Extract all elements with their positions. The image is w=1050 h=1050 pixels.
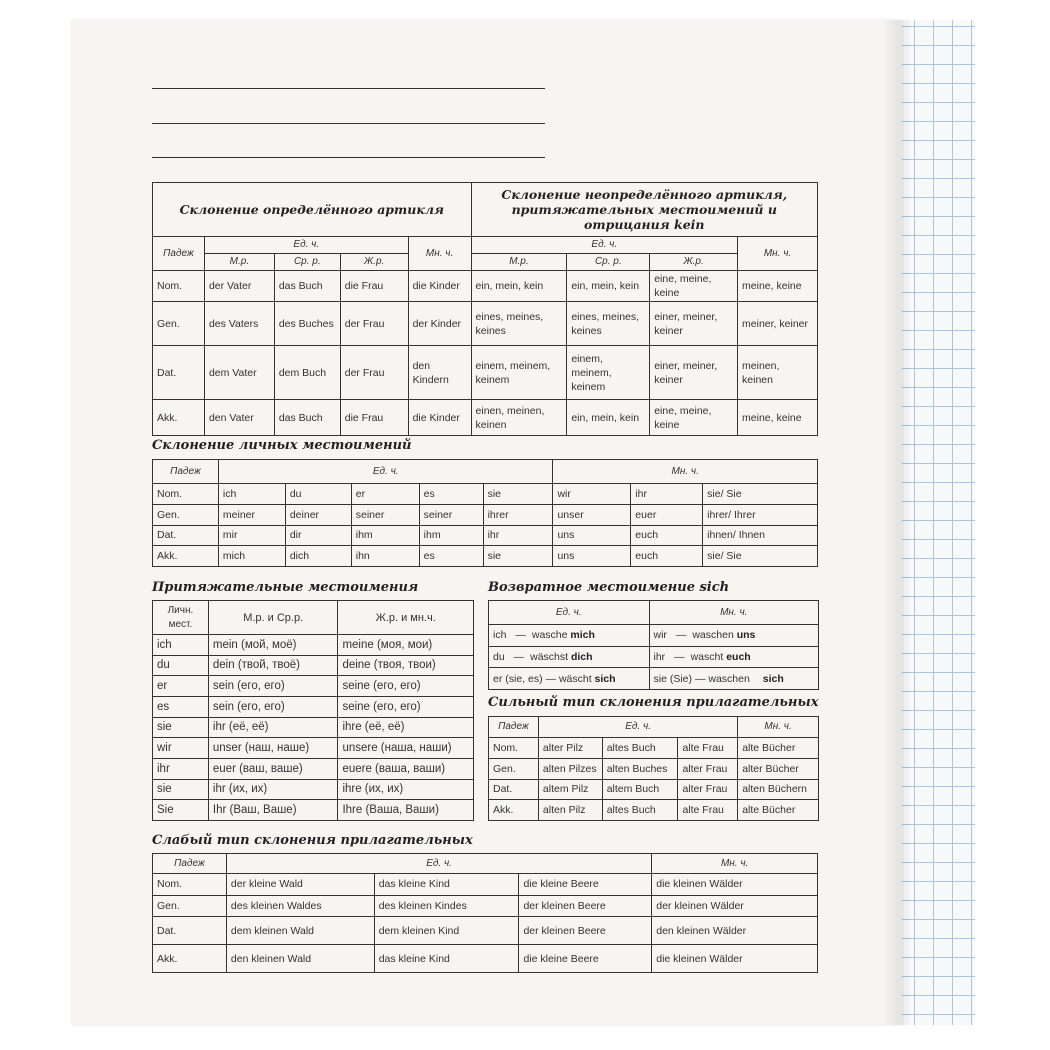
- reflexive-pronoun-table: [488, 600, 819, 690]
- table-cell: des kleinen Kindes: [374, 895, 519, 917]
- personal-pronouns-title: Склонение личных местоимений: [152, 438, 412, 453]
- writing-line-1: [152, 88, 545, 89]
- table-cell: mein (мой, моё): [208, 635, 338, 656]
- table-cell: du: [285, 484, 351, 505]
- table-cell: den kleinen Wald: [226, 945, 374, 973]
- table-cell: alte Bücher: [738, 800, 819, 821]
- case-cell: Nom.: [489, 738, 539, 759]
- table-cell: der kleinen Wälder: [652, 895, 818, 917]
- table-cell: ihr (её, её): [208, 717, 338, 738]
- table-cell: er: [351, 484, 419, 505]
- table-cell: alten Pilz: [538, 800, 602, 821]
- singular-header: Ед. ч.: [226, 854, 651, 874]
- table-cell: dem Buch: [274, 346, 340, 400]
- table-cell: einer, meiner, keiner: [650, 302, 738, 346]
- case-header: Падеж: [489, 717, 539, 738]
- table-cell: euch: [631, 546, 703, 567]
- table-cell: sie (Sie) — waschen sich: [649, 668, 819, 690]
- table-cell: alten Pilzes: [538, 758, 602, 779]
- table-row: [153, 525, 818, 546]
- table-cell: seine (его, его): [338, 696, 474, 717]
- table-cell: Ihre (Ваша, Ваши): [338, 800, 474, 821]
- table-cell: ihnen/ Ihnen: [703, 525, 818, 546]
- case-cell: Gen.: [153, 302, 205, 346]
- table-cell: alte Frau: [678, 738, 738, 759]
- case-cell: Gen.: [489, 758, 539, 779]
- table-cell: euere (ваша, ваши): [338, 758, 474, 779]
- table-cell: dem kleinen Wald: [226, 917, 374, 945]
- table-cell: sie/ Sie: [703, 484, 818, 505]
- table-cell: der Frau: [340, 346, 408, 400]
- table-cell: die Kinder: [408, 271, 471, 302]
- table-cell: du — wäschst dich: [489, 646, 650, 668]
- table-cell: ich: [218, 484, 285, 505]
- table-cell: ihm: [419, 525, 483, 546]
- neut-header: Ср. р.: [274, 254, 340, 271]
- table-cell: altem Buch: [602, 779, 678, 800]
- table-cell: dich: [285, 546, 351, 567]
- pronoun-cell: es: [153, 696, 209, 717]
- pronoun-cell: du: [153, 655, 209, 676]
- table-cell: meine (моя, мои): [338, 635, 474, 656]
- pronoun-cell: Sie: [153, 800, 209, 821]
- plural-header: Мн. ч.: [649, 601, 819, 625]
- case-cell: Nom.: [153, 484, 219, 505]
- table-cell: der kleine Wald: [226, 874, 374, 896]
- singular-header: Ед. ч.: [489, 601, 650, 625]
- indefinite-article-title: Склонение неопределённого артикля, притяжательных местоимений и отрицания kein: [471, 183, 817, 237]
- table-cell: sie/ Sie: [703, 546, 818, 567]
- table-cell: ein, mein, kein: [471, 271, 567, 302]
- table-row: [153, 484, 818, 505]
- pronoun-cell: ihr: [153, 758, 209, 779]
- table-row: [153, 271, 818, 302]
- table-cell: seine (его, его): [338, 676, 474, 697]
- case-header: Падеж: [153, 854, 227, 874]
- table-cell: alte Bücher: [738, 738, 819, 759]
- table-cell: ihm: [351, 525, 419, 546]
- table-cell: meiner, keiner: [738, 302, 818, 346]
- pronoun-cell: er: [153, 676, 209, 697]
- case-cell: Akk.: [153, 945, 227, 973]
- pronoun-cell: wir: [153, 738, 209, 759]
- table-row: [153, 346, 818, 400]
- table-cell: des Vaters: [204, 302, 274, 346]
- reflexive-pronoun-title: Возвратное местоимение sich: [488, 580, 730, 595]
- table-cell: der Vater: [204, 271, 274, 302]
- table-cell: sie: [483, 484, 553, 505]
- table-cell: den Vater: [204, 400, 274, 436]
- table-cell: einem, meinem, keinem: [567, 346, 650, 400]
- table-cell: ihr — wascht euch: [649, 646, 819, 668]
- table-row: [489, 625, 819, 647]
- table-cell: die Frau: [340, 400, 408, 436]
- table-cell: deiner: [285, 504, 351, 525]
- table-row: [153, 696, 474, 717]
- table-cell: sein (его, его): [208, 676, 338, 697]
- fem-header: Ж.р.: [340, 254, 408, 271]
- table-cell: altem Pilz: [538, 779, 602, 800]
- table-row: [489, 646, 819, 668]
- page-spine-shadow: [882, 20, 910, 1025]
- table-cell: ihrer: [483, 504, 553, 525]
- table-cell: einem, meinem, keinem: [471, 346, 567, 400]
- table-row: [489, 779, 819, 800]
- table-row: [489, 758, 819, 779]
- case-cell: Dat.: [153, 525, 219, 546]
- masc-header-indef: М.р.: [471, 254, 567, 271]
- table-cell: eines, meines, keines: [567, 302, 650, 346]
- case-cell: Nom.: [153, 271, 205, 302]
- case-cell: Dat.: [153, 917, 227, 945]
- table-cell: meinen, keinen: [738, 346, 818, 400]
- masc-header: М.р.: [204, 254, 274, 271]
- table-cell: ein, mein, kein: [567, 271, 650, 302]
- singular-header-indef: Ед. ч.: [471, 237, 738, 254]
- table-row: [153, 917, 818, 945]
- plural-header: Мн. ч.: [652, 854, 818, 874]
- table-cell: der kleinen Beere: [519, 917, 652, 945]
- table-cell: eines, meines, keines: [471, 302, 567, 346]
- table-cell: mich: [218, 546, 285, 567]
- plural-header: Мн. ч.: [738, 717, 819, 738]
- case-cell: Dat.: [489, 779, 539, 800]
- table-cell: uns: [553, 546, 631, 567]
- table-row: [153, 546, 818, 567]
- personal-pronouns-table: [152, 459, 818, 567]
- table-cell: ihr: [483, 525, 553, 546]
- table-cell: meiner: [218, 504, 285, 525]
- table-cell: die kleinen Wälder: [652, 945, 818, 973]
- table-cell: ihre (их, их): [338, 779, 474, 800]
- plural-header: Мн. ч.: [553, 460, 818, 484]
- case-cell: Akk.: [489, 800, 539, 821]
- case-cell: Akk.: [153, 546, 219, 567]
- table-cell: altes Buch: [602, 800, 678, 821]
- case-cell: Nom.: [153, 874, 227, 896]
- table-row: [153, 504, 818, 525]
- table-cell: euch: [631, 525, 703, 546]
- table-cell: ein, mein, kein: [567, 400, 650, 436]
- table-row: [153, 779, 474, 800]
- case-cell: Akk.: [153, 400, 205, 436]
- table-cell: dein (твой, твоё): [208, 655, 338, 676]
- table-cell: ihr: [631, 484, 703, 505]
- writing-line-3: [152, 157, 545, 158]
- table-cell: alter Bücher: [738, 758, 819, 779]
- table-cell: ihrer/ Ihrer: [703, 504, 818, 525]
- case-header: Падеж: [153, 460, 219, 484]
- table-row: [153, 676, 474, 697]
- case-cell: Gen.: [153, 504, 219, 525]
- table-cell: meine, keine: [738, 400, 818, 436]
- table-cell: des kleinen Waldes: [226, 895, 374, 917]
- table-cell: unsere (наша, наши): [338, 738, 474, 759]
- table-cell: es: [419, 484, 483, 505]
- strong-adjective-title: Сильный тип склонения прилагательных: [488, 695, 819, 710]
- table-cell: der Frau: [340, 302, 408, 346]
- table-cell: deine (твоя, твои): [338, 655, 474, 676]
- table-cell: eine, meine, keine: [650, 400, 738, 436]
- table-cell: einer, meiner, keiner: [650, 346, 738, 400]
- table-cell: unser (наш, наше): [208, 738, 338, 759]
- table-row: [153, 655, 474, 676]
- neut-header-indef: Ср. р.: [567, 254, 650, 271]
- personal-pronoun-header: Личн. мест.: [153, 601, 209, 635]
- pronoun-cell: sie: [153, 779, 209, 800]
- table-cell: dem Vater: [204, 346, 274, 400]
- singular-header: Ед. ч.: [204, 237, 408, 254]
- table-cell: eine, meine, keine: [650, 271, 738, 302]
- table-cell: einen, meinen, keinen: [471, 400, 567, 436]
- table-row: [153, 895, 818, 917]
- weak-adjective-table: [152, 853, 818, 973]
- table-cell: sein (его, его): [208, 696, 338, 717]
- table-cell: ihn: [351, 546, 419, 567]
- definite-article-title: Склонение определённого артикля: [153, 183, 472, 237]
- table-cell: mir: [218, 525, 285, 546]
- plural-header-indef: Мн. ч.: [738, 237, 818, 271]
- table-row: [153, 302, 818, 346]
- table-cell: die kleine Beere: [519, 874, 652, 896]
- table-row: [153, 400, 818, 436]
- table-cell: alte Frau: [678, 800, 738, 821]
- table-cell: Ihr (Ваш, Ваше): [208, 800, 338, 821]
- table-row: [153, 738, 474, 759]
- case-cell: Dat.: [153, 346, 205, 400]
- table-cell: ihr (их, их): [208, 779, 338, 800]
- table-cell: das Buch: [274, 271, 340, 302]
- table-cell: den Kindern: [408, 346, 471, 400]
- table-row: [153, 635, 474, 656]
- table-cell: unser: [553, 504, 631, 525]
- writing-line-2: [152, 123, 545, 124]
- pronoun-cell: ich: [153, 635, 209, 656]
- plural-header: Мн. ч.: [408, 237, 471, 271]
- table-cell: alter Frau: [678, 779, 738, 800]
- table-cell: dem kleinen Kind: [374, 917, 519, 945]
- table-cell: sie: [483, 546, 553, 567]
- table-cell: ich — wasche mich: [489, 625, 650, 647]
- fem-header-indef: Ж.р.: [650, 254, 738, 271]
- table-cell: die Kinder: [408, 400, 471, 436]
- table-cell: alter Frau: [678, 758, 738, 779]
- table-cell: seiner: [419, 504, 483, 525]
- strong-adjective-table: [488, 716, 819, 821]
- table-cell: alter Pilz: [538, 738, 602, 759]
- table-cell: wir: [553, 484, 631, 505]
- table-cell: es: [419, 546, 483, 567]
- case-header: Падеж: [153, 237, 205, 271]
- table-row: [153, 874, 818, 896]
- table-row: [153, 758, 474, 779]
- case-cell: Gen.: [153, 895, 227, 917]
- table-cell: die kleinen Wälder: [652, 874, 818, 896]
- table-cell: das kleine Kind: [374, 945, 519, 973]
- fem-plural-header: Ж.р. и мн.ч.: [338, 601, 474, 635]
- possessive-pronouns-title: Притяжательные местоимения: [152, 580, 419, 595]
- singular-header: Ед. ч.: [218, 460, 553, 484]
- table-cell: wir — waschen uns: [649, 625, 819, 647]
- table-cell: meine, keine: [738, 271, 818, 302]
- masc-neut-header: М.р. и Ср.р.: [208, 601, 338, 635]
- table-cell: altes Buch: [602, 738, 678, 759]
- table-row: [153, 800, 474, 821]
- table-cell: er (sie, es) — wäscht sich: [489, 668, 650, 690]
- table-cell: euer: [631, 504, 703, 525]
- table-row: [153, 717, 474, 738]
- table-cell: dir: [285, 525, 351, 546]
- possessive-pronouns-table: [152, 600, 474, 821]
- table-cell: der Kinder: [408, 302, 471, 346]
- table-row: [153, 945, 818, 973]
- table-cell: die kleine Beere: [519, 945, 652, 973]
- table-cell: das kleine Kind: [374, 874, 519, 896]
- table-row: [489, 668, 819, 690]
- table-row: [489, 800, 819, 821]
- table-cell: den kleinen Wälder: [652, 917, 818, 945]
- table-cell: das Buch: [274, 400, 340, 436]
- table-cell: ihre (её, её): [338, 717, 474, 738]
- table-cell: der kleinen Beere: [519, 895, 652, 917]
- articles-declension-table: [152, 182, 818, 436]
- pronoun-cell: sie: [153, 717, 209, 738]
- table-cell: alten Büchern: [738, 779, 819, 800]
- table-cell: euer (ваш, ваше): [208, 758, 338, 779]
- table-cell: des Buches: [274, 302, 340, 346]
- table-cell: seiner: [351, 504, 419, 525]
- table-cell: uns: [553, 525, 631, 546]
- table-cell: alten Buches: [602, 758, 678, 779]
- weak-adjective-title: Слабый тип склонения прилагательных: [152, 833, 473, 848]
- singular-header: Ед. ч.: [538, 717, 737, 738]
- table-row: [489, 738, 819, 759]
- table-cell: die Frau: [340, 271, 408, 302]
